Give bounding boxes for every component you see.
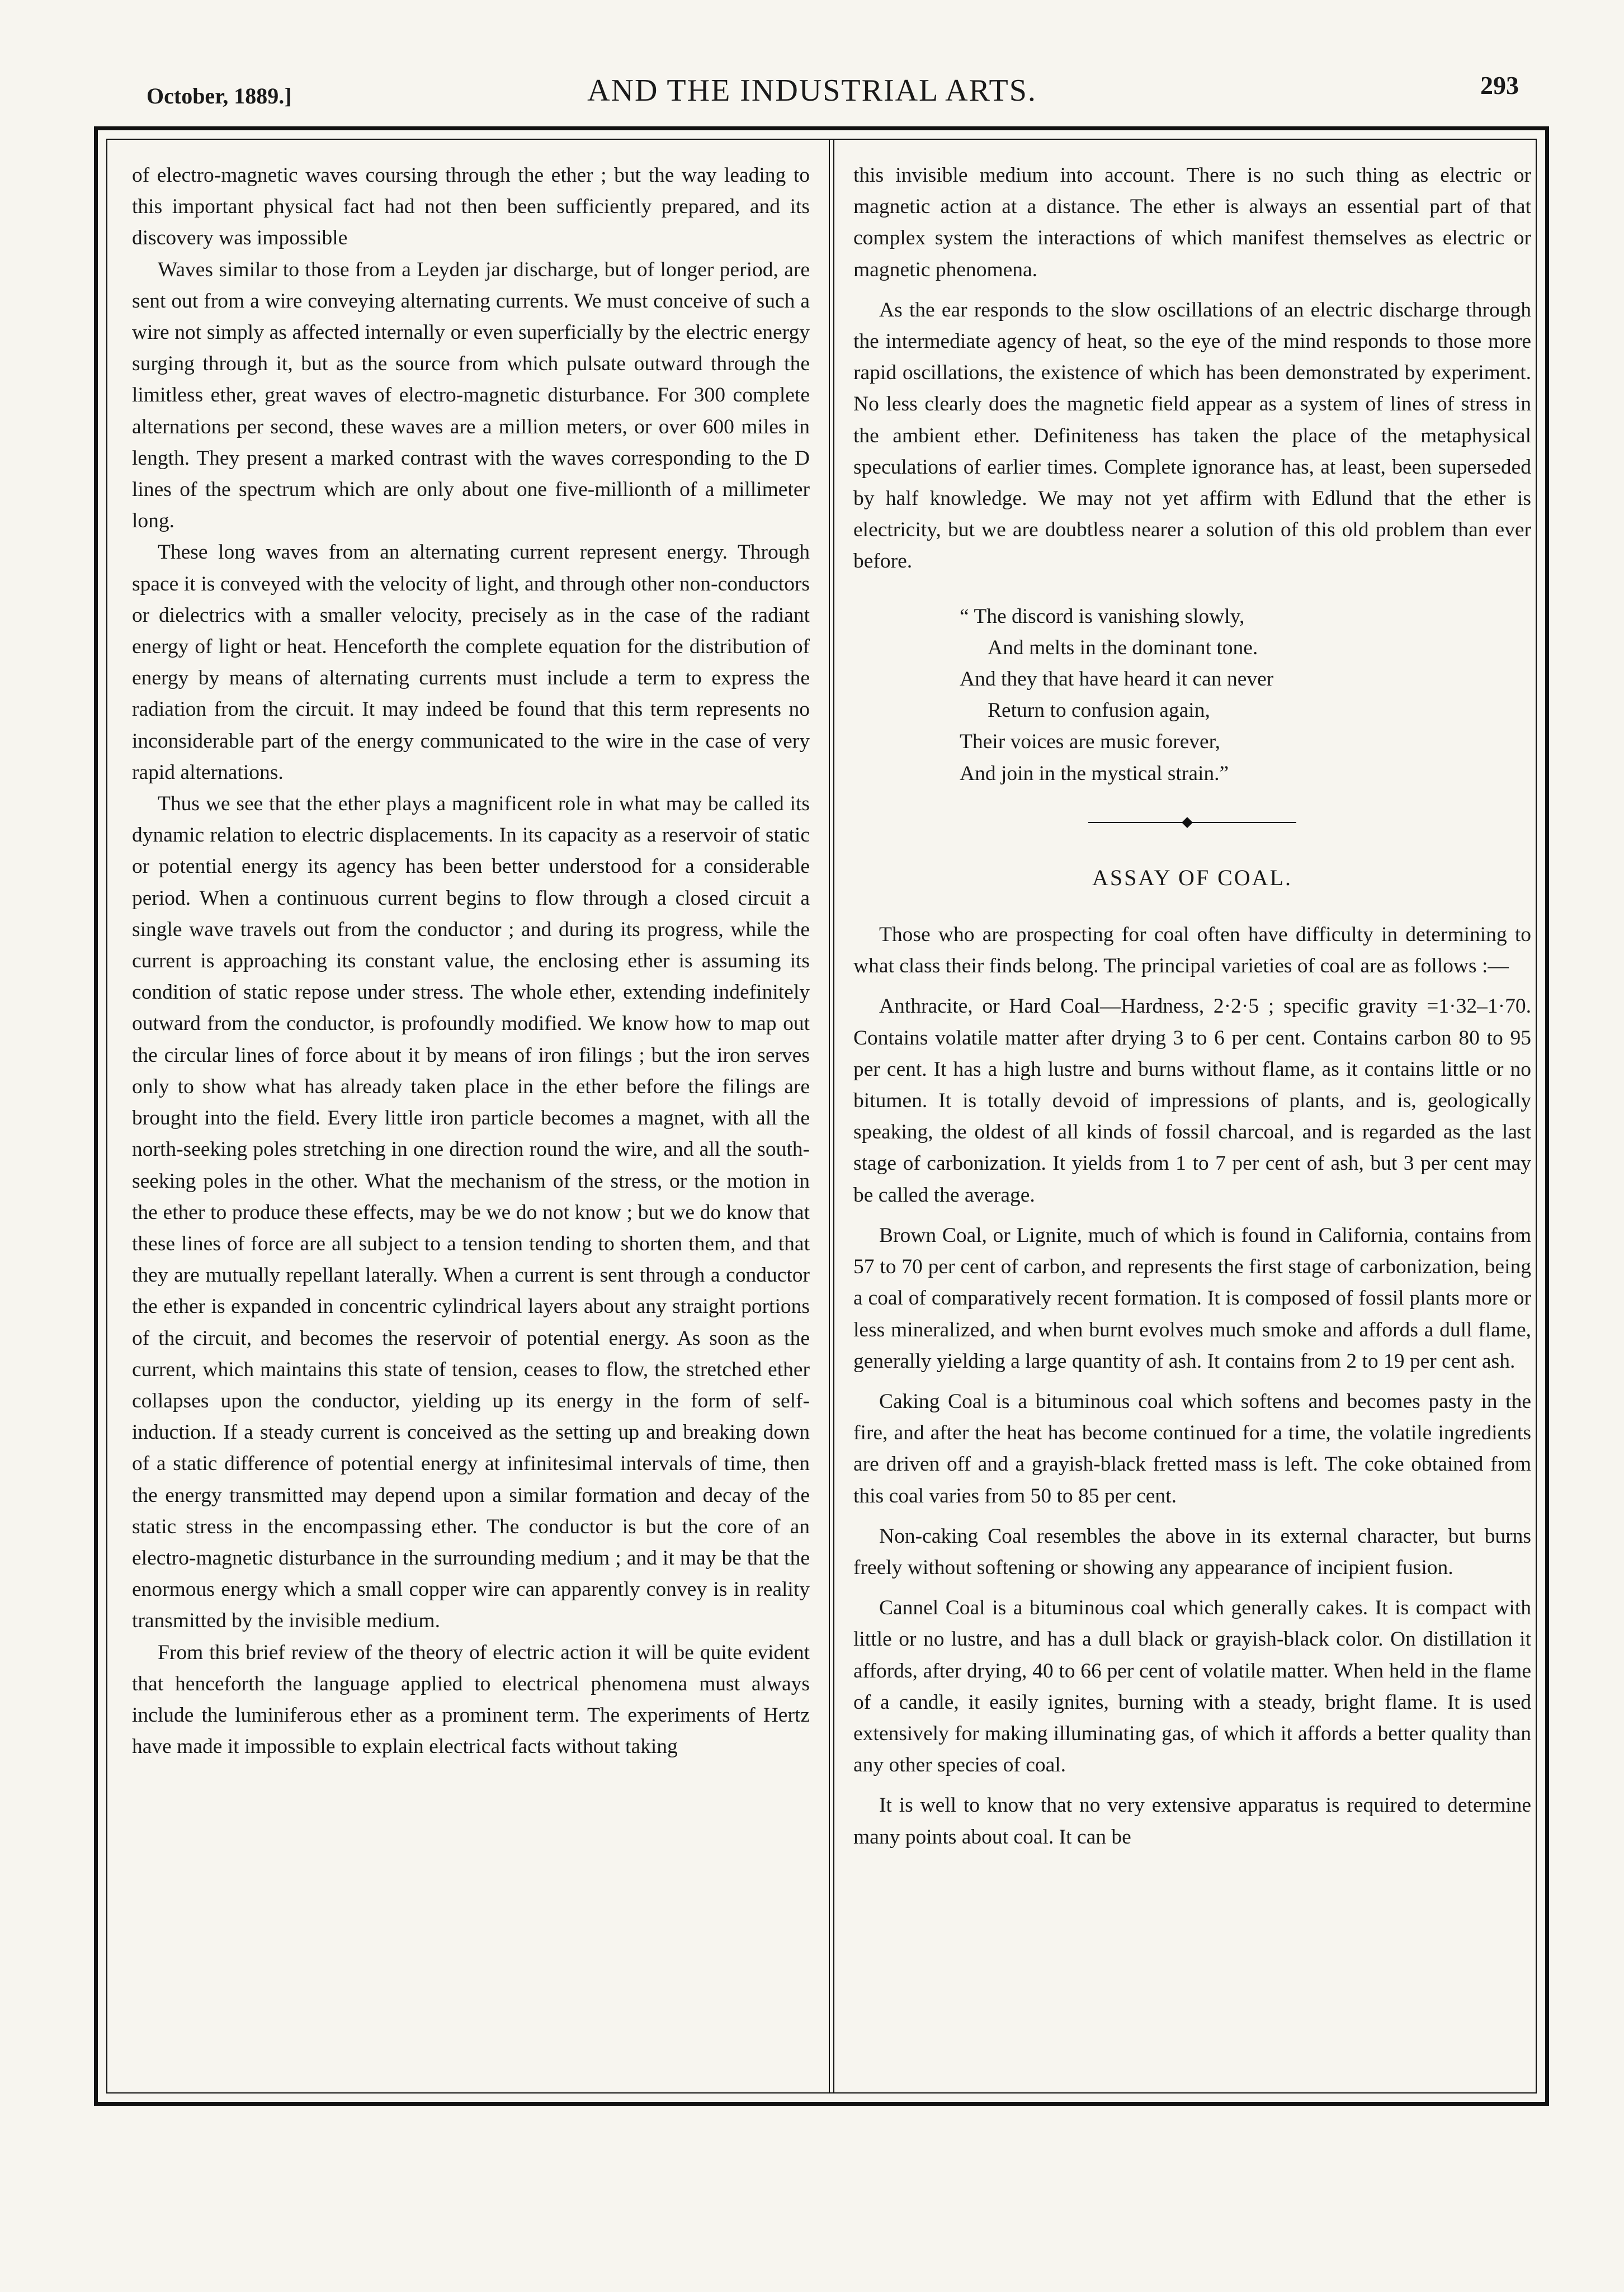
left-column [132, 160, 810, 1762]
paragraph: Brown Coal, or Lignite, much of which is found in California, contains from 57 to 70 per cent of carbon, and represents the first stage of carbonization, being a coal of comparatively recent formation. It is composed of fossil plants more or less mineralized, and when burnt evolves much smoke and affords a dull flame, generally yielding a large quantity of ash. It contains from 2 to 19 per cent ash. [853, 1223, 1531, 1373]
poem-line: And they that have heard it can never [960, 668, 1274, 691]
section-title: ASSAY OF COAL. [1092, 864, 1292, 890]
page-number: 293 [1480, 71, 1519, 100]
poem-quote [853, 601, 1531, 790]
paragraph: Thus we see that the ether plays a magnificent role in what may be called its dynamic relation to electric displacements. In its capacity as a reservoir of static or potential energy its agency has been better understood for a considerable period. When a continuous current begins to flow through a closed circuit a single wave travels out from the conductor ; and during its progress, while the current is approaching its constant value, the enclosing ether is assuming its condition of static repose under stress. The whole ether, extending indefinitely outward from the conductor, is profoundly modified. We know how to map out the circular lines of force about it by means of iron filings ; but the iron serves only to show what has already taken place in the ether before the filings are brought into the field. Every little iron particle becomes a magnet, with all the north-seeking poles stretching in one direction round the wire, and all the south-seeking poles in the other. What the mechanism of the stress, or the motion in the ether to produce these effects, may be we do not know ; but we do know that these lines of force are all subject to a tension tending to shorten them, and that they are mutually repellant laterally. When a current is sent through a conductor the ether is expanded in concentric cylindrical layers about any straight portions of the circuit, and becomes the reservoir of potential energy. As soon as the current, which maintains this state of tension, ceases to flow, the stretched ether collapses upon the conductor, yielding up its energy in the form of self-induction. If a steady current is conceived as the setting up and breaking down of a static difference of potential energy at infinitesimal intervals of time, then the energy transmitted may depend upon a similar formation and decay of the static stress in the encompassing ether. The conductor is but the core of an electro-magnetic disturbance in the surrounding medium ; and it may be that the enormous energy which a small copper wire can apparently convey is in reality transmitted by the invisible medium. [132, 792, 810, 1633]
poem-line: “ The discord is vanishing slowly, [960, 604, 1245, 628]
divider-diamond-icon [1182, 817, 1193, 828]
journal-title: AND THE INDUSTRIAL ARTS. [587, 73, 1037, 108]
running-head [0, 66, 1624, 116]
poem-line: And join in the mystical strain.” [960, 762, 1229, 785]
paragraph: Anthracite, or Hard Coal—Hardness, 2·2·5 ; specific gravity =1·32–1·70. Contains volatile matter after drying 3 to 6 per cent. Contains carbon 80 to 95 per cent. It has a high lustre and burns without flame, as it contains little or no bitumen. It is totally devoid of impressions of plants, and is, geologically speaking, the oldest of all kinds of fossil charcoal, and is regarded as the last stage of carbonization. It yields from 1 to 7 per cent of ash, but 3 per cent may be called the average. [853, 995, 1531, 1207]
paragraph: These long waves from an alternating current represent energy. Through space it is conveyed with the velocity of light, and through other non-conductors or dielectrics with a smaller velocity, precisely as in the case of the radiant energy of light or heat. Henceforth the complete equation for the distribution of energy by means of alternating currents must include a term to express the radiation from the circuit. It may indeed be found that this term represents no inconsiderable part of the energy communicated to the wire in the case of very rapid alternations. [132, 541, 810, 784]
paragraph: Waves similar to those from a Leyden jar discharge, but of longer period, are sent out from a wire conveying alternating currents. We must conceive of such a wire not simply as affected internally or even superficially by the electric energy surging through it, but as the source from which pulsate outward through the limitless ether, great waves of electro-magnetic disturbance. For 300 complete alternations per second, these waves are a million meters, or over 600 miles in length. They present a marked contrast with the waves corresponding to the D lines of the spectrum which are only about one five-millionth of a millimeter long. [132, 258, 810, 533]
poem-line: And melts in the dominant tone. [988, 636, 1258, 659]
paragraph: As the ear responds to the slow oscillations of an electric discharge through the intermediate agency of heat, so the eye of the mind responds to those more rapid oscillations, the existence of which has been demonstrated by experiment. No less clearly does the magnetic field appear as a system of lines of stress in the ambient ether. Definiteness has taken the place of the metaphysical speculations of earlier times. Complete ignorance has, at least, been superseded by half knowledge. We may not yet affirm with Edlund that the ether is electricity, but we are doubtless nearer a solution of this old problem than ever before. [853, 298, 1531, 573]
poem-line: Their voices are music forever, [960, 730, 1220, 754]
right-column [853, 160, 1531, 1853]
paragraph: this invisible medium into account. There is no such thing as electric or magnetic action at a distance. The ether is always an essential part of that complex system the interactions of which manifest themselves as electric or magnetic phenomena. [853, 164, 1531, 281]
paragraph: Non-caking Coal resembles the above in its external character, but burns freely without softening or showing any appearance of incipient fusion. [853, 1524, 1531, 1579]
paragraph: of electro-magnetic waves coursing through the ether ; but the way leading to this important physical fact had not then been sufficiently prepared, and its discovery was impossible [132, 164, 810, 250]
paragraph: From this brief review of the theory of electric action it will be quite evident that henceforth the language applied to electrical phenomena must always include the luminiferous ether as a prominent term. The experiments of Hertz have made it impossible to explain electrical facts without taking [132, 1641, 810, 1759]
paragraph: Cannel Coal is a bituminous coal which generally cakes. It is compact with little or no lustre, and has a dull black or grayish-black color. On distillation it affords, after drying, 40 to 66 per cent of volatile matter. When held in the flame of a candle, it easily ignites, burning with a steady, bright flame. It is used extensively for making illuminating gas, of which it affords a better quality than any other species of coal. [853, 1596, 1531, 1777]
column-divider [829, 139, 834, 2093]
paragraph: Caking Coal is a bituminous coal which softens and becomes pasty in the fire, and after the heat has become continued for a time, the volatile ingredients are driven off and a grayish-black fretted mass is left. The coke obtained from this coal varies from 50 to 85 per cent. [853, 1390, 1531, 1507]
section-divider-ornament [853, 806, 1531, 840]
issue-date: October, 1889.] [147, 83, 292, 108]
poem-line: Return to confusion again, [988, 699, 1210, 722]
paragraph: It is well to know that no very extensive apparatus is required to determine many points about coal. It can be [853, 1794, 1531, 1849]
paragraph: Those who are prospecting for coal often have difficulty in determining to what class their finds belong. The principal varieties of coal are as follows :— [853, 923, 1531, 978]
